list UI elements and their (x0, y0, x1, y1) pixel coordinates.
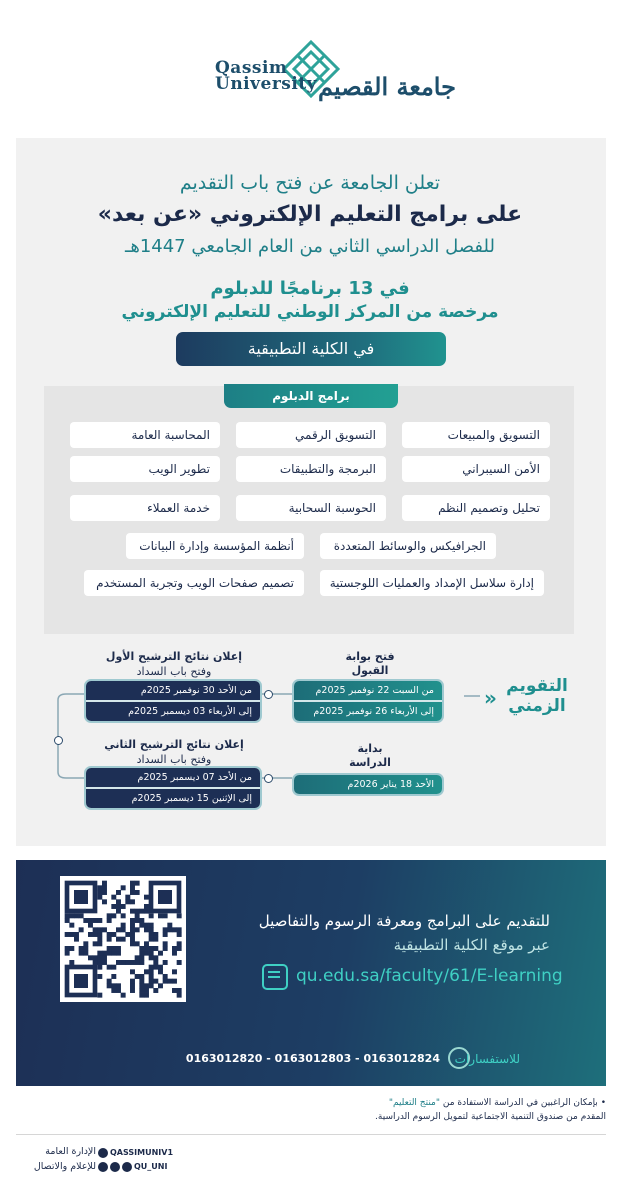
study-start-heading-line2: الدراسة (349, 756, 391, 769)
admission-dates (292, 679, 444, 723)
second-results-from: من الأحد 07 ديسمبر 2025م (86, 768, 260, 787)
program-item: البرمجة والتطبيقات (236, 456, 386, 482)
admission-from: من السبت 22 نوفمبر 2025م (294, 681, 442, 700)
timeline-title (504, 676, 570, 716)
study-start-heading (320, 742, 420, 770)
study-start-date: الأحد 18 يناير 2026م (294, 775, 442, 794)
inquiries-label: للاستفسارات (454, 1052, 520, 1066)
university-logo (0, 38, 620, 108)
first-results-sub: وفتح باب السداد (136, 665, 212, 678)
footnote-line2: المقدم من صندوق التنمية الاجتماعية لتمويل الرسوم الدراسية. (375, 1112, 606, 1122)
program-item: التسويق الرقمي (236, 422, 386, 448)
program-item: إدارة سلاسل الإمداد والعمليات اللوجستية (320, 570, 544, 596)
apply-instructions: للتقديم على البرامج ومعرفة الرسوم والتفاصيل (258, 912, 550, 930)
first-results-to: إلى الأربعاء 03 ديسمبر 2025م (86, 702, 260, 721)
first-results-dates (84, 679, 262, 723)
timeline-title-line2: الزمني (508, 696, 566, 716)
social-handle-2[interactable]: QU_UNI (134, 1162, 168, 1171)
college-banner: في الكلية التطبيقية (176, 332, 446, 366)
department-line1: الإدارة العامة (45, 1146, 96, 1157)
funding-footnote (300, 1096, 606, 1124)
logo-english-line1: Qassim (215, 58, 288, 78)
program-item: تحليل وتصميم النظم (402, 495, 550, 521)
program-item: المحاسبة العامة (70, 422, 220, 448)
footnote-text: بإمكان الراغبين في الدراسة الاستفادة من (440, 1098, 598, 1108)
logo-english-line2: University (215, 74, 318, 94)
footer-divider (16, 1134, 606, 1135)
announcement-semester: للفصل الدراسي الثاني من العام الجامعي 1447هـ (125, 236, 495, 257)
qr-code[interactable] (60, 876, 186, 1002)
program-item: الجرافيكس والوسائط المتعددة (320, 533, 496, 559)
instagram-icon (110, 1162, 120, 1172)
admission-heading-line1: فتح بوابة (345, 650, 395, 663)
timeline-node (54, 736, 63, 745)
youtube-icon (122, 1162, 132, 1172)
admission-heading (320, 650, 420, 678)
study-start-date-box (292, 773, 444, 796)
timeline-title-line1: التقويم (506, 676, 568, 696)
accreditation-line: مرخصة من المركز الوطني للتعليم الإلكتروني (121, 302, 499, 322)
social-handle-1[interactable]: QASSIMUNIV1 (110, 1148, 174, 1157)
social-handles (98, 1146, 188, 1174)
department-name (16, 1144, 96, 1174)
timeline-node (264, 690, 273, 699)
program-item: تطوير الويب (70, 456, 220, 482)
snapchat-icon (98, 1162, 108, 1172)
logo-arabic: جامعة القصيم (318, 72, 456, 101)
phone-numbers[interactable]: 0163012820 - 0163012803 - 0163012824 (185, 1052, 440, 1065)
announcement-headline: على برامج التعليم الإلكتروني «عن بعد» (97, 202, 523, 227)
admission-heading-line2: القبول (351, 664, 389, 677)
link-icon (262, 964, 288, 990)
admission-to: إلى الأربعاء 26 نوفمبر 2025م (294, 702, 442, 721)
apply-url[interactable]: qu.edu.sa/faculty/61/E-learning (296, 966, 563, 986)
social-row-2 (98, 1160, 188, 1174)
program-item: الحوسبة السحابية (236, 495, 386, 521)
qr-code-icon (60, 876, 186, 1002)
second-results-dates (84, 766, 262, 810)
program-item: أنظمة المؤسسة وإدارة البيانات (126, 533, 304, 559)
announcement-line1: تعلن الجامعة عن فتح باب التقديم (179, 172, 441, 194)
bullet-icon: • (597, 1098, 606, 1108)
program-item: الأمن السيبراني (402, 456, 550, 482)
second-results-sub: وفتح باب السداد (136, 753, 212, 766)
second-results-to: إلى الإثنين 15 ديسمبر 2025م (86, 789, 260, 808)
footnote-line1 (300, 1096, 606, 1110)
program-count: في 13 برنامجًا للدبلوم (210, 278, 410, 299)
first-results-heading: إعلان نتائج الترشيح الأول (105, 650, 243, 663)
programs-title: برامج الدبلوم (224, 384, 398, 408)
program-item: تصميم صفحات الويب وتجربة المستخدم (84, 570, 304, 596)
social-row-1 (98, 1146, 188, 1160)
program-item: خدمة العملاء (70, 495, 220, 521)
program-item: التسويق والمبيعات (402, 422, 550, 448)
x-icon (98, 1148, 108, 1158)
logo-english (215, 60, 317, 92)
first-results-from: من الأحد 30 نوفمبر 2025م (86, 681, 260, 700)
chevron-left-icon: » (484, 686, 497, 710)
apply-via-site: عبر موقع الكلية التطبيقية (393, 936, 550, 954)
second-results-heading: إعلان نتائج الترشيح الثاني (104, 738, 244, 751)
timeline-node (264, 774, 273, 783)
department-line2: للإعلام والاتصال (33, 1161, 96, 1172)
footnote-highlight: "منتج التعليم" (388, 1098, 440, 1108)
study-start-heading-line1: بداية (357, 742, 383, 755)
